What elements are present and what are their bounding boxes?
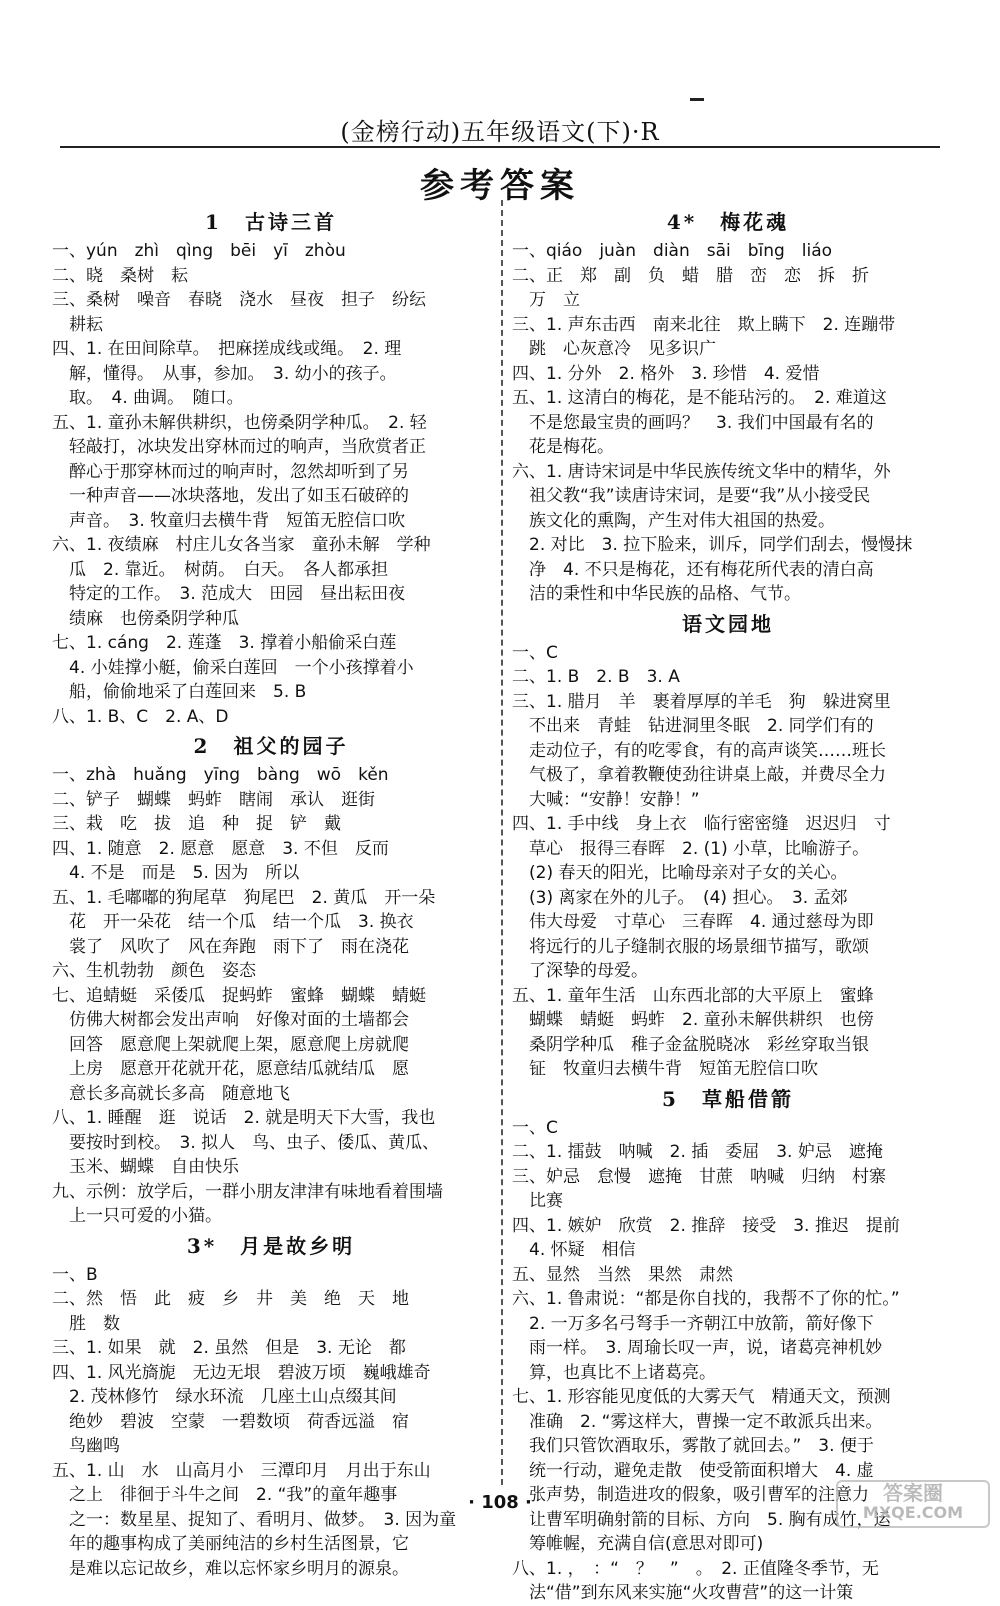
- answer-line: 裳了 风吹了 风在奔跑 雨下了 雨在浇花: [52, 936, 409, 957]
- answer-line: 统一行动，避免走散 使受箭面积增大 4. 虚: [512, 1460, 874, 1481]
- answer-line: 七、1. 形容能见度低的大雾天气 精通天文，预测: [512, 1387, 891, 1407]
- answer-line: 绩麻 也傍桑阴学种瓜: [52, 608, 239, 629]
- answer-line: 仿佛大树都会发出声响 好像对面的土墙都会: [52, 1010, 409, 1030]
- answer-line: 蝴蝶 蜻蜓 蚂蚱 2. 童孙未解供耕织 也傍: [512, 1010, 874, 1030]
- answer-line: 二、晓 桑树 耘: [52, 265, 188, 286]
- answer-line: 船，偷偷地采了白莲回来 5. B: [52, 682, 307, 702]
- answer-line: 四、1. 随意 2. 愿意 愿意 3. 不但 反而: [52, 838, 389, 859]
- answer-line: 伟大母爱 寸草心 三春晖 4. 通过慈母为即: [512, 912, 874, 932]
- answer-line: 五、1. 童年生活 山东西北部的大平原上 蜜蜂: [512, 985, 874, 1006]
- answer-line: (3) 离家在外的儿子。 (4) 担心。 3. 孟郊: [512, 887, 848, 908]
- answer-line: 一种声音——冰块落地，发出了如玉石破碎的: [52, 486, 409, 506]
- answer-line: 一、C: [512, 642, 558, 663]
- answer-line: 瓜 2. 靠近。 树荫。 白天。 各人都承担: [52, 559, 389, 580]
- header-rule: [60, 146, 940, 148]
- section-title: 1 古诗三首: [205, 210, 337, 234]
- answer-line: 雨一样。 3. 周瑜长叹一声，说，诸葛亮神机妙: [512, 1338, 883, 1358]
- left-column: [52, 205, 490, 1581]
- answer-line: 四、1. 分外 2. 格外 3. 珍惜 4. 爱惜: [512, 363, 820, 384]
- answer-line: 六、生机勃勃 颜色 姿态: [52, 961, 256, 981]
- answer-line: 二、1. 擂鼓 呐喊 2. 插 委屈 3. 妒忌 遮掩: [512, 1142, 883, 1162]
- answer-line: 花是梅花。: [512, 437, 614, 457]
- answer-line: 六、1. 唐诗宋词是中华民族传统文华中的精华，外: [512, 461, 891, 482]
- answer-line: 跳 心灰意冷 见多识广: [512, 339, 716, 359]
- answer-line: 之一：数星星、捉知了、看明月、做梦。 3. 因为童: [52, 1509, 457, 1530]
- page-number: · 108 ·: [468, 1492, 532, 1513]
- answer-line: 胜 数: [52, 1313, 120, 1334]
- answer-line: 4. 小娃撑小艇，偷采白莲回 一个小孩撑着小: [52, 657, 414, 678]
- answer-line: 四、1. 风光旖旎 无边无垠 碧波万顷 巍峨雄奇: [52, 1362, 431, 1383]
- answer-line: 二、正 郑 副 负 蜡 腊 峦 恋 拆 折: [512, 265, 869, 286]
- answer-line: 了深挚的母爱。: [512, 961, 648, 981]
- answer-line: 三、桑树 噪音 春晓 浇水 昼夜 担子 纷纭: [52, 290, 426, 310]
- answer-line: 六、1. 夜绩麻 村庄儿女各当家 童孙未解 学种: [52, 535, 431, 555]
- answer-line: 三、1. 腊月 羊 裹着厚厚的羊毛 狗 躲进窝里: [512, 691, 891, 712]
- answer-line: 七、追蜻蜓 采倭瓜 捉蚂蚱 蜜蜂 蝴蝶 蜻蜓: [52, 985, 426, 1006]
- answer-line: 意长多高就长多高 随意地飞: [52, 1083, 290, 1104]
- answer-line: 2. 对比 3. 拉下脸来，训斥，同学们刮去，慢慢抹: [512, 535, 913, 555]
- answer-line: 三、栽 吃 拔 追 种 捉 铲 戴: [52, 814, 341, 834]
- answer-line: 净 4. 不只是梅花，还有梅花所代表的清白高: [512, 559, 874, 580]
- answer-line: 四、1. 手中线 身上衣 临行密密缝 迟迟归 寸: [512, 814, 891, 834]
- answer-line: 二、然 悟 此 疲 乡 井 美 绝 天 地: [52, 1289, 409, 1309]
- answer-line: 三、妒忌 怠慢 遮掩 甘蔗 呐喊 归纳 村寨: [512, 1166, 886, 1187]
- answer-line: 一、yún zhì qìng bēi yī zhòu: [52, 241, 346, 261]
- answer-line: 洁的秉性和中华民族的品格、气节。: [512, 584, 801, 604]
- section-title: 2 祖父的园子: [193, 734, 349, 758]
- answer-line: 五、1. 毛嘟嘟的狗尾草 狗尾巴 2. 黄瓜 开一朵: [52, 887, 436, 908]
- answer-line: 声音。 3. 牧童归去横牛背 短笛无腔信口吹: [52, 510, 406, 531]
- answer-line: 不是您最宝贵的画吗？ 3. 我们中国最有名的: [512, 412, 874, 433]
- answer-line: 回答 愿意爬上架就爬上架，愿意爬上房就爬: [52, 1034, 409, 1055]
- section-title: 语文园地: [682, 611, 774, 636]
- answer-line: 一、zhà huǎng yīng bàng wō kěn: [52, 765, 389, 785]
- answer-line: 七、1. cáng 2. 莲蓬 3. 撑着小船偷采白莲: [52, 633, 397, 653]
- answer-line: 八、1. ， ：“ ？ ” 。 2. 正值隆冬季节，无: [512, 1558, 879, 1579]
- answer-line: 六、1. 鲁肃说：“都是你自找的，我帮不了你的忙。”: [512, 1289, 900, 1309]
- answer-line: 三、1. 如果 就 2. 虽然 但是 3. 无论 都: [52, 1338, 406, 1358]
- answer-line: 一、C: [512, 1117, 558, 1138]
- answer-line: 将远行的儿子缝制衣服的场景细节描写，歌颂: [512, 936, 869, 957]
- answer-line: 九、示例：放学后，一群小朋友津津有味地看着围墙: [52, 1181, 443, 1202]
- section-title: 3* 月是故乡明: [186, 1233, 356, 1258]
- answer-line: 族文化的熏陶，产生对伟大祖国的热爱。: [512, 510, 835, 531]
- answer-line: 4. 不是 而是 5. 因为 所以: [52, 863, 300, 883]
- answer-line: 上房 愿意开花就开花，愿意结瓜就结瓜 愿: [52, 1059, 409, 1079]
- answer-line: 取。 4. 曲调。 随口。: [52, 388, 244, 408]
- answer-line: 是难以忘记故乡，难以忘怀家乡明月的源泉。: [52, 1558, 409, 1579]
- answer-line: 2. 一万多名弓弩手一齐朝江中放箭，箭好像下: [512, 1313, 874, 1334]
- answer-line: 五、1. 这清白的梅花，是不能玷污的。 2. 难道这: [512, 388, 887, 408]
- answer-line: 桑阴学种瓜 稚子金盆脱晓冰 彩丝穿取当银: [512, 1034, 869, 1055]
- answer-line: 年的趣事构成了美丽纯洁的乡村生活图景，它: [52, 1534, 409, 1554]
- right-column: [512, 205, 944, 1606]
- answer-line: 大喊：“安静！安静！”: [512, 789, 700, 810]
- answer-line: (2) 春天的阳光，比喻母亲对子女的关心。: [512, 863, 848, 883]
- answer-line: 走动位子，有的吃零食，有的高声谈笑……班长: [512, 740, 886, 761]
- answer-line: 八、1. B、C 2. A、D: [52, 706, 229, 727]
- answer-line: 2. 茂林修竹 绿水环流 几座土山点缀其间: [52, 1387, 397, 1407]
- answer-line: 玉米、蝴蝶 自由快乐: [52, 1157, 239, 1177]
- column-divider: [501, 200, 503, 1485]
- answer-line: 五、1. 童孙未解供耕织，也傍桑阴学种瓜。 2. 轻: [52, 412, 427, 433]
- answer-line: 轻敲打，冰块发出穿林而过的响声，当欣赏者正: [52, 437, 426, 457]
- answer-line: 法“借”到东风来实施“火攻曹营”的这一计策: [512, 1583, 854, 1603]
- answer-line: 草心 报得三春晖 2. (1) 小草，比喻游子。: [512, 838, 870, 859]
- header-mark: [690, 98, 704, 101]
- site-watermark-logo: 答案圈 MXQE.COM: [836, 1480, 990, 1528]
- answer-line: 一、qiáo juàn diàn sāi bīng liáo: [512, 241, 833, 261]
- answer-line: 祖父教“我”读唐诗宋词，是要“我”从小接受民: [512, 486, 871, 506]
- answer-line: 让曹军明确射箭的目标、方向 5. 胸有成竹，运: [512, 1509, 891, 1530]
- answer-line: 气极了，拿着教鞭使劲往讲桌上敲，并费尽全力: [512, 765, 886, 785]
- answer-line: 4. 怀疑 相信: [512, 1240, 636, 1260]
- answer-line: 要按时到校。 3. 拟人 鸟、虫子、倭瓜、黄瓜、: [52, 1132, 440, 1153]
- answer-line: 花 开一朵花 结一个瓜 结一个瓜 3. 换衣: [52, 912, 414, 932]
- section-title: 5 草船借箭: [662, 1086, 794, 1111]
- answer-line: 四、1. 嫉妒 欣赏 2. 推辞 接受 3. 推迟 提前: [512, 1215, 900, 1236]
- answer-line: 算，也真比不上诸葛亮。: [512, 1362, 716, 1383]
- answer-line: 上一只可爱的小猫。: [52, 1206, 222, 1226]
- answer-line: 绝妙 碧波 空蒙 一碧数顷 荷香远溢 宿: [52, 1411, 409, 1432]
- running-header: (金榜行动)五年级语文(下)·R: [340, 118, 660, 146]
- answer-line: 一、B: [52, 1264, 98, 1285]
- answer-line: 四、1. 在田间除草。 把麻搓成线或绳。 2. 理: [52, 339, 402, 359]
- answer-line: 醉心于那穿林而过的响声时，忽然却听到了另: [52, 461, 409, 482]
- answer-line: 筹帷幄，充满自信(意思对即可): [512, 1534, 764, 1554]
- answer-line: 比赛: [512, 1191, 563, 1211]
- answer-line: 二、1. B 2. B 3. A: [512, 667, 680, 687]
- section-title: 4* 梅花魂: [666, 210, 790, 234]
- answer-line: 二、铲子 蝴蝶 蚂蚱 瞎闹 承认 逛街: [52, 789, 375, 810]
- answer-line: 解，懂得。 从事，参加。 3. 幼小的孩子。: [52, 363, 397, 384]
- answer-line: 张声势，制造进攻的假象，吸引曹军的注意力: [512, 1485, 869, 1505]
- answer-line: 特定的工作。 3. 范成大 田园 昼出耘田夜: [52, 584, 406, 604]
- answer-line: 我们只管饮酒取乐，雾散了就回去。” 3. 便于: [512, 1436, 874, 1456]
- answer-line: 万 立: [512, 290, 580, 310]
- answer-line: 三、1. 声东击西 南来北往 欺上瞒下 2. 连蹦带: [512, 314, 896, 335]
- answer-line: 钲 牧童归去横牛背 短笛无腔信口吹: [512, 1059, 818, 1079]
- answer-line: 鸟幽鸣: [52, 1436, 120, 1456]
- answer-line: 五、显然 当然 果然 肃然: [512, 1264, 733, 1285]
- answer-line: 准确 2. “雾这样大，曹操一定不敢派兵出来。: [512, 1411, 883, 1432]
- answer-line: 不出来 青蛙 钻进洞里冬眠 2. 同学们有的: [512, 716, 874, 736]
- answer-line: 五、1. 山 水 山高月小 三潭印月 月出于东山: [52, 1460, 431, 1481]
- answer-line: 耕耘: [52, 314, 103, 335]
- answer-line: 之上 徘徊于斗牛之间 2. “我”的童年趣事: [52, 1485, 398, 1505]
- page-title: 参考答案: [420, 166, 580, 206]
- answer-line: 八、1. 睡醒 逛 说话 2. 就是明天下大雪，我也: [52, 1108, 436, 1128]
